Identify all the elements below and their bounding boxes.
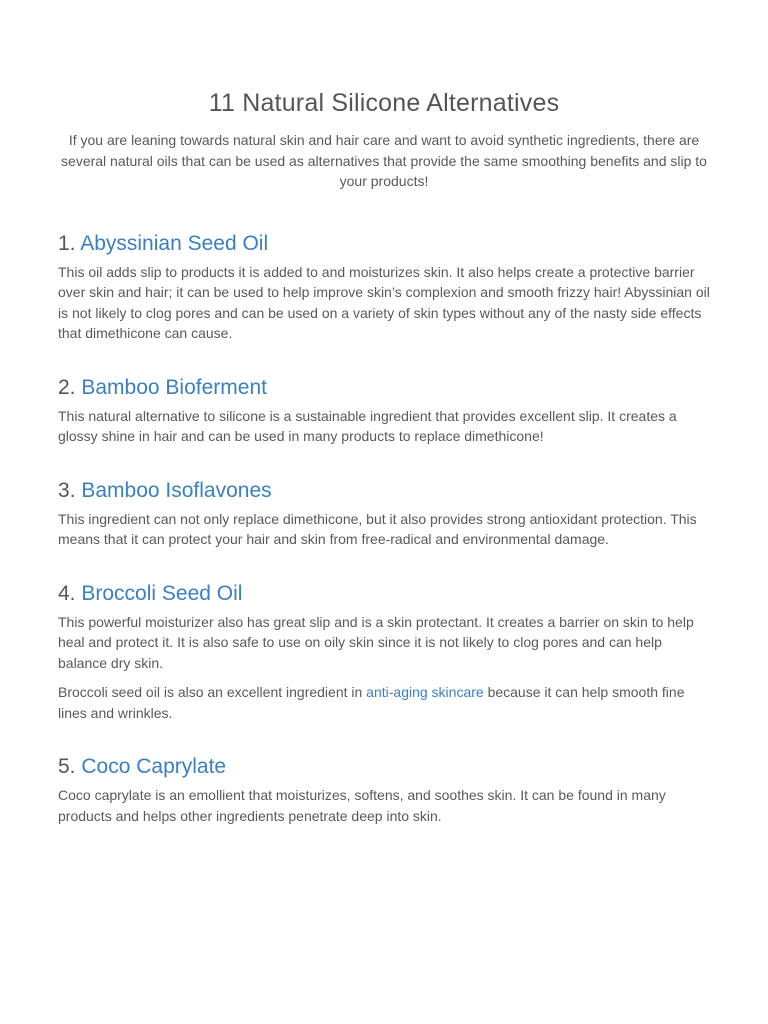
ingredient-link-bamboo-bioferment[interactable]: Bamboo Bioferment — [81, 375, 267, 399]
section-number: 3. — [58, 478, 76, 502]
section-bamboo-isoflavones — [58, 477, 710, 550]
section-heading — [58, 374, 710, 402]
intro-paragraph: If you are leaning towards natural skin and hair care and want to avoid synthetic ingredients, there are several natural oils that can be used as alternatives that provide the same smoothing benefits and slip to your products! — [61, 132, 707, 189]
section-number: 5. — [58, 755, 76, 778]
anti-aging-skincare-link[interactable]: anti-aging skincare — [366, 684, 484, 700]
page-title: 11 Natural Silicone Alternatives — [208, 89, 560, 117]
section-paragraph: This ingredient can not only replace dimethicone, but it also provides strong antioxidant protection. This means that it can protect your hair and skin from free-radical and environmental damage. — [58, 510, 697, 547]
section-paragraph: Coco caprylate is an emollient that moisturizes, softens, and soothes skin. It can be found in many products and helps other ingredients penetrate deep into skin. — [58, 787, 666, 824]
section-number: 2. — [58, 375, 76, 399]
paragraph-text-after-link: because it can help smooth fine lines and wrinkles. — [58, 684, 685, 721]
section-number: 4. — [58, 581, 76, 605]
section-heading — [58, 477, 710, 505]
ingredient-link-broccoli-seed-oil[interactable]: Broccoli Seed Oil — [81, 581, 243, 605]
section-abyssinian-seed-oil — [58, 230, 710, 344]
section-paragraph: This natural alternative to silicone is a sustainable ingredient that provides excellent slip. It creates a glossy shine in hair and can be used in many products to replace dimethicone! — [58, 407, 677, 444]
ingredient-link-coco-caprylate[interactable]: Coco Caprylate — [81, 755, 227, 778]
section-broccoli-seed-oil — [58, 580, 710, 724]
section-heading — [58, 753, 710, 781]
section-number: 1. — [58, 231, 76, 255]
section-heading — [58, 580, 710, 608]
section-heading — [58, 230, 710, 258]
ingredient-link-bamboo-isoflavones[interactable]: Bamboo Isoflavones — [81, 478, 272, 502]
section-paragraph: This powerful moisturizer also has great slip and is a skin protectant. It creates a barrier on skin to help heal and protect it. It is also safe to use on oily skin since it is not likely to clog pores and can help balance dry skin. — [58, 613, 694, 671]
section-paragraph: This oil adds slip to products it is added to and moisturizes skin. It also helps create a protective barrier over skin and hair; it can be used to help improve skin’s complexion and smooth frizzy hair! Abyssinian oil is not likely to clog pores and can be used on a variety of skin types without any of the nasty side effects that dimethicone can cause. — [58, 263, 710, 341]
ingredient-link-abyssinian-seed-oil[interactable]: Abyssinian Seed Oil — [80, 231, 269, 255]
paragraph-text-before-link: Broccoli seed oil is also an excellent ingredient in — [58, 684, 367, 700]
section-bamboo-bioferment — [58, 374, 710, 447]
section-paragraph-extra — [58, 682, 710, 723]
section-coco-caprylate — [58, 753, 710, 826]
